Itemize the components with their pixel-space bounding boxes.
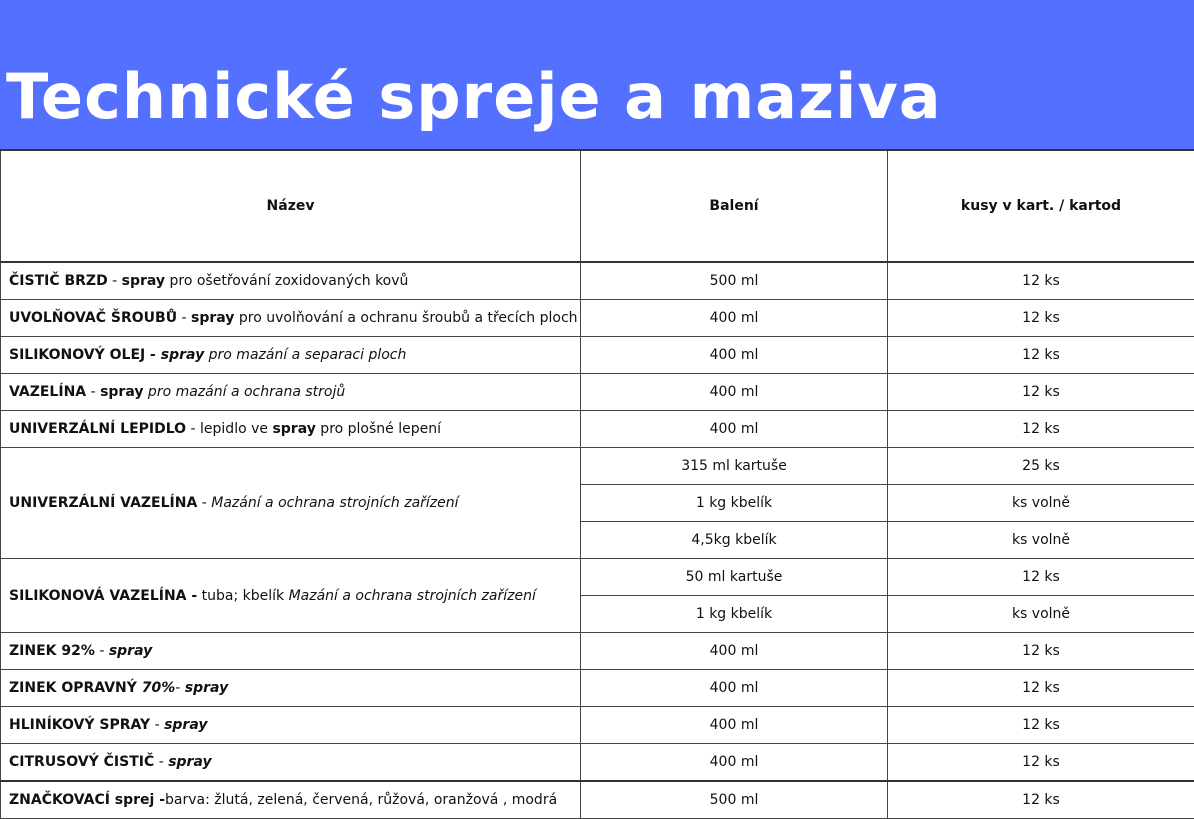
quantity-cell: 25 ks	[888, 448, 1194, 485]
quantity-cell: 12 ks	[888, 411, 1194, 448]
packaging-cell: 400 ml	[581, 707, 888, 744]
product-name: UNIVERZÁLNÍ VAZELÍNA - Mazání a ochrana strojních zařízení	[1, 448, 581, 559]
page-title: Technické spreje a maziva	[6, 52, 942, 142]
quantity-cell: 12 ks	[888, 337, 1194, 374]
table-row	[1, 262, 1194, 300]
column-header-baleni: Balení	[581, 150, 888, 262]
quantity-cell: ks volně	[888, 485, 1194, 522]
quantity-cell: 12 ks	[888, 781, 1194, 819]
product-name: ČISTIČ BRZD - spray pro ošetřování zoxidovaných kovů	[1, 262, 581, 300]
quantity-cell: 12 ks	[888, 670, 1194, 707]
packaging-cell: 50 ml kartuše	[581, 559, 888, 596]
packaging-cell: 1 kg kbelík	[581, 485, 888, 522]
packaging-cell: 400 ml	[581, 300, 888, 337]
product-name: SILIKONOVÝ OLEJ - spray pro mazání a separaci ploch	[1, 337, 581, 374]
packaging-cell: 400 ml	[581, 670, 888, 707]
column-header-kusy: kusy v kart. / kartod	[888, 150, 1194, 262]
table-row	[1, 374, 1194, 411]
packaging-cell: 315 ml kartuše	[581, 448, 888, 485]
table-row	[1, 448, 1194, 485]
table-row	[1, 337, 1194, 374]
table-row	[1, 781, 1194, 819]
quantity-cell: ks volně	[888, 596, 1194, 633]
table-row	[1, 411, 1194, 448]
packaging-cell: 400 ml	[581, 337, 888, 374]
quantity-cell: 12 ks	[888, 374, 1194, 411]
table-row	[1, 707, 1194, 744]
product-name: ZINEK 92% - spray	[1, 633, 581, 670]
packaging-cell: 400 ml	[581, 633, 888, 670]
product-name: HLINÍKOVÝ SPRAY - spray	[1, 707, 581, 744]
product-name: SILIKONOVÁ VAZELÍNA - tuba; kbelík Mazání a ochrana strojních zařízení	[1, 559, 581, 633]
page-header	[0, 0, 1194, 150]
quantity-cell: ks volně	[888, 522, 1194, 559]
product-name: ZINEK OPRAVNÝ 70%- spray	[1, 670, 581, 707]
table-row	[1, 744, 1194, 782]
packaging-cell: 400 ml	[581, 374, 888, 411]
product-name: ZNAČKOVACÍ sprej -barva: žlutá, zelená, červená, růžová, oranžová , modrá	[1, 781, 581, 819]
packaging-cell: 400 ml	[581, 411, 888, 448]
product-table	[0, 149, 1194, 819]
packaging-cell: 4,5kg kbelík	[581, 522, 888, 559]
table-header-row	[1, 150, 1194, 262]
quantity-cell: 12 ks	[888, 707, 1194, 744]
table-row	[1, 559, 1194, 596]
column-header-nazev: Název	[1, 150, 581, 262]
table-row	[1, 670, 1194, 707]
quantity-cell: 12 ks	[888, 633, 1194, 670]
quantity-cell: 12 ks	[888, 300, 1194, 337]
packaging-cell: 500 ml	[581, 781, 888, 819]
table-row	[1, 633, 1194, 670]
packaging-cell: 500 ml	[581, 262, 888, 300]
product-name: CITRUSOVÝ ČISTIČ - spray	[1, 744, 581, 782]
product-name: VAZELÍNA - spray pro mazání a ochrana strojů	[1, 374, 581, 411]
quantity-cell: 12 ks	[888, 744, 1194, 782]
quantity-cell: 12 ks	[888, 559, 1194, 596]
product-name: UVOLŇOVAČ ŠROUBŮ - spray pro uvolňování a ochranu šroubů a třecích ploch	[1, 300, 581, 337]
packaging-cell: 400 ml	[581, 744, 888, 782]
product-name: UNIVERZÁLNÍ LEPIDLO - lepidlo ve spray pro plošné lepení	[1, 411, 581, 448]
packaging-cell: 1 kg kbelík	[581, 596, 888, 633]
table-row	[1, 300, 1194, 337]
quantity-cell: 12 ks	[888, 262, 1194, 300]
